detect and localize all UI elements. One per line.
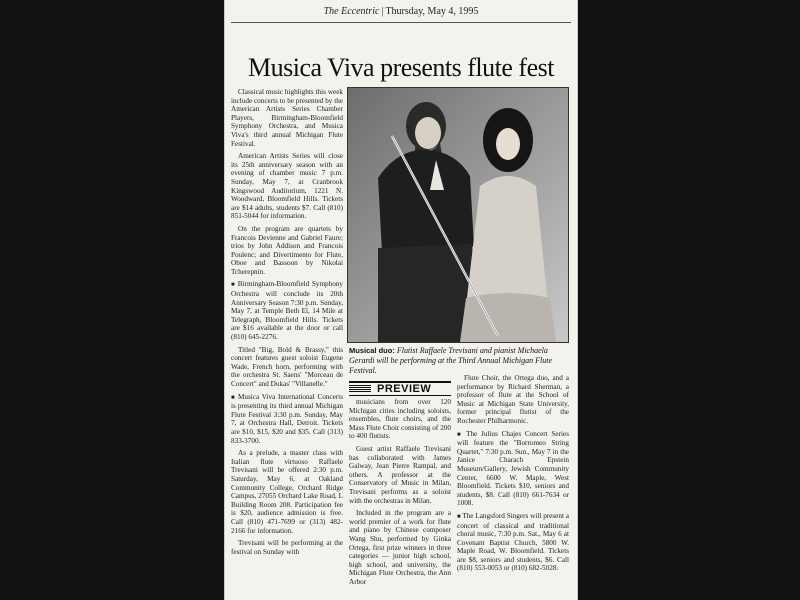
right-column-paragraph: ■ The Langsford Singers will present a concert of classical and traditional choral music, 7:30 p.m. Sat., May 6 at Covenant Baptist Church, 5800 W. Maple Road, W. Bloomfield. Tickets are $8, seniors and students, $6. Call (810) 553-0053 or (810) 682-5028. — [457, 512, 569, 573]
caption-lead: Musical duo: — [349, 346, 395, 355]
masthead-rule — [231, 22, 571, 23]
preview-label — [349, 381, 451, 396]
masthead — [225, 6, 577, 17]
middle-column — [349, 398, 451, 590]
publication-date: Thursday, May 4, 1995 — [385, 6, 479, 17]
publication-name: The Eccentric — [323, 6, 380, 17]
caption-text: Flutist Raffaele Trevisani and pianist Michaela Gerardi will be performing at the Third Annual Michigan Flute Festival. — [349, 346, 553, 375]
newspaper-clipping — [224, 0, 578, 600]
preview-bars — [349, 385, 371, 393]
left-column-paragraph: On the program are quartets by Francois Devienne and Gabriel Faure; trios by John Addison and Francois Poulenc; and Divertimento for Flute, Oboe and Bassoon by Nikolai Tcherepnin. — [231, 224, 343, 276]
masthead-separator: | — [381, 6, 384, 17]
right-column-paragraph: ■ The Julius Chajes Concert Series will feature the "Borromeo String Quartet," 7:30 p.m. Sun., May 7 in the Janice Charach Epstein Museum/Gallery, Jewish Community Center, 6600 W. Maple, West Bloomfield. Tickets $10, seniors and students, $8. Call (810) 661-7634 or 1008. — [457, 430, 569, 508]
duo-photo — [347, 87, 569, 343]
middle-column-paragraph: Guest artist Raffaele Trevisani has collaborated with James Galway, Jean Pierre Rampal, and others. A professor at the Conservatory of Music in Milan, Trevisani performs as a soloist with the orchestras in Milan. — [349, 444, 451, 505]
left-column-paragraph: As a prelude, a master class with Italian flute virtuoso Raffaele Trevisani will be offered 2:30 p.m. Saturday, May 6, at Oakland Community College, Orchard Ridge Campus, 27055 Orchard Lake Road, L Building Room 208. Participation fee is $20, audience admission is free. Call (810) 471-7699 or (313) 482-2166 for information. — [231, 449, 343, 535]
left-column-paragraph: Trevisani will be performing at the festival on Sunday with — [231, 539, 343, 556]
left-column — [231, 88, 343, 560]
left-column-paragraph: American Artists Series will close its 25th anniversary season with an evening of chamber music 7 p.m. Sunday, May 7, at Cranbrook Kingswood Auditorium, 1221 N. Woodward, Bloomfield Hills. Tickets are $14 adults, students $7. Call (810) 851-5044 for information. — [231, 152, 343, 221]
left-column-paragraph: ■ Musica Viva International Concerts is presenting its third annual Michigan Flute Festival 3:30 p.m. Sunday, May 7, at Orchestra Hall, Detroit. Tickets are $10, $15, $20 and $35. Call (313) 833-3700. — [231, 393, 343, 446]
right-column-paragraph: Flute Choir, the Ortega duo, and a performance by Richard Sherman, a professor of flute at the School of Music at Michigan State University, former principal flutist of the Rochester Philharmonic. — [457, 374, 569, 425]
left-column-paragraph: Titled "Big, Bold & Brassy," this concert features guest soloist Eugene Wade, French horn, performing with the orchestra St. Saens' "Morceau de Concert" and Dukas' "Villanelle." — [231, 345, 343, 388]
middle-column-paragraph: musicians from over 120 Michigan cities including soloists, ensembles, flute choirs, and the Mass Flute Choir consisting of 200 to 400 flutists. — [349, 398, 451, 441]
preview-word: PREVIEW — [377, 383, 432, 395]
headline: Musica Viva presents flute fest — [248, 53, 554, 82]
photo-illustration — [348, 88, 568, 342]
left-column-paragraph: ■ Birmingham-Bloomfield Symphony Orchestra will conclude its 20th Anniversary Season 7:30 p.m. Sunday, May 7, at Temple Beth El, 14 Mile at Telegraph, Bloomfield Hills. Tickets are $16 available at the door or call (810) 645-2276. — [231, 280, 343, 341]
photo-caption — [349, 346, 567, 376]
left-column-paragraph: Classical music highlights this week include concerts to be presented by the American Artists Series Chamber Players, Birmingham-Bloomfield Symphony Orchestra, and Musica Viva's third annual Michigan Flute Festival. — [231, 88, 343, 148]
middle-column-paragraph: Included in the program are a world premier of a work for flute and piano by Chinese composer Wang Shu, performed by Ginka Ortega, first prize winners in three categories — junior high school, high school, and university, the Michigan Flute Orchestra, the Ann Arbor — [349, 509, 451, 586]
right-column — [457, 374, 569, 577]
